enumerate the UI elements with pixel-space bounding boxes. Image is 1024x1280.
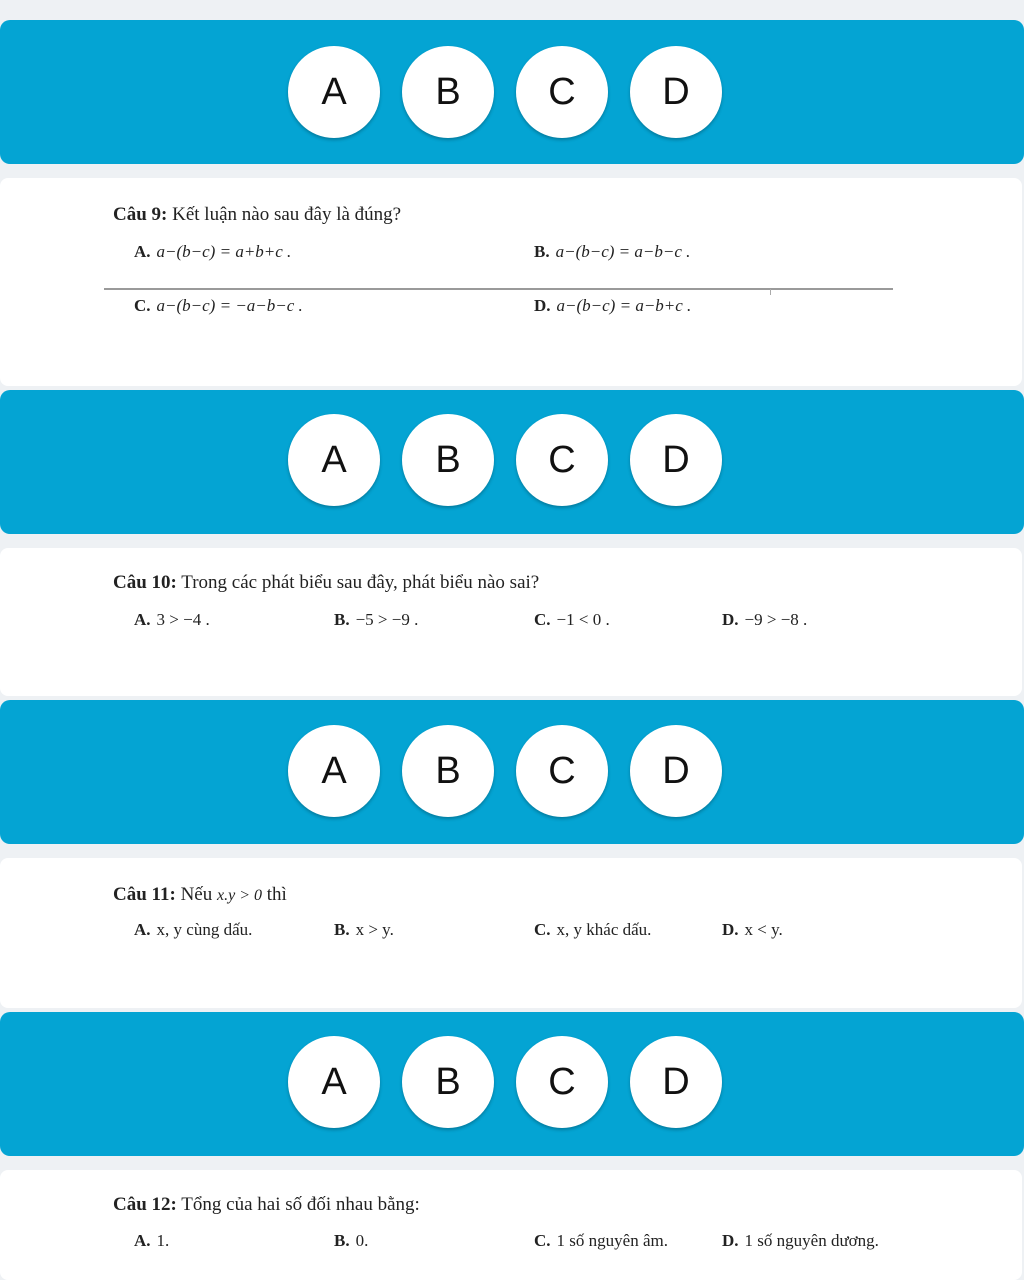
answer-b-button[interactable]: B xyxy=(402,46,494,138)
answer-b-button[interactable]: B xyxy=(402,414,494,506)
question-12-text: Câu 12: Tổng của hai số đối nhau bằng: xyxy=(113,1194,420,1215)
answer-a-button[interactable]: A xyxy=(288,46,380,138)
answer-d-button[interactable]: D xyxy=(630,1036,722,1128)
answer-d-button[interactable]: D xyxy=(630,725,722,817)
option-a: A. 1. xyxy=(134,1231,170,1250)
answer-c-button[interactable]: C xyxy=(516,1036,608,1128)
divider-line xyxy=(104,288,893,290)
option-b: B. 0. xyxy=(334,1231,369,1250)
option-d: D. −9 > −8 . xyxy=(722,610,808,629)
answer-a-button[interactable]: A xyxy=(288,1036,380,1128)
question-10-text: Câu 10: Trong các phát biểu sau đây, phát biểu nào sai? xyxy=(113,572,540,593)
option-a: A. x, y cùng dấu. xyxy=(134,920,253,939)
question-card-12 xyxy=(0,1170,1022,1280)
option-c: C. x, y khác dấu. xyxy=(534,920,652,939)
answer-c-button[interactable]: C xyxy=(516,46,608,138)
question-card-10 xyxy=(0,548,1022,696)
option-c: C. −1 < 0 . xyxy=(534,610,610,629)
option-c: C. a−(b−c) = −a−b−c . xyxy=(134,296,303,315)
option-b: B. x > y. xyxy=(334,920,394,939)
option-a: A. a−(b−c) = a+b+c . xyxy=(134,242,292,261)
answer-a-button[interactable]: A xyxy=(288,725,380,817)
question-9-text: Câu 9: Kết luận nào sau đây là đúng? xyxy=(113,204,402,225)
option-d: D. 1 số nguyên dương. xyxy=(722,1231,879,1250)
answer-band-4 xyxy=(0,1012,1024,1156)
question-11-text: Câu 11: Nếu x.y > 0 thì xyxy=(113,884,287,905)
answer-band-3 xyxy=(0,700,1024,844)
answer-b-button[interactable]: B xyxy=(402,725,494,817)
option-b: B. a−(b−c) = a−b−c . xyxy=(534,242,691,261)
option-d: D. a−(b−c) = a−b+c . xyxy=(534,296,692,315)
option-b: B. −5 > −9 . xyxy=(334,610,419,629)
option-a: A. 3 > −4 . xyxy=(134,610,210,629)
question-card-9 xyxy=(0,178,1022,386)
answer-c-button[interactable]: C xyxy=(516,725,608,817)
answer-c-button[interactable]: C xyxy=(516,414,608,506)
option-c: C. 1 số nguyên âm. xyxy=(534,1231,668,1250)
answer-b-button[interactable]: B xyxy=(402,1036,494,1128)
answer-d-button[interactable]: D xyxy=(630,414,722,506)
divider-tick xyxy=(770,289,771,295)
answer-d-button[interactable]: D xyxy=(630,46,722,138)
answer-band-2 xyxy=(0,390,1024,534)
option-d: D. x < y. xyxy=(722,920,783,939)
question-card-11 xyxy=(0,858,1022,1008)
answer-band-1 xyxy=(0,20,1024,164)
answer-a-button[interactable]: A xyxy=(288,414,380,506)
